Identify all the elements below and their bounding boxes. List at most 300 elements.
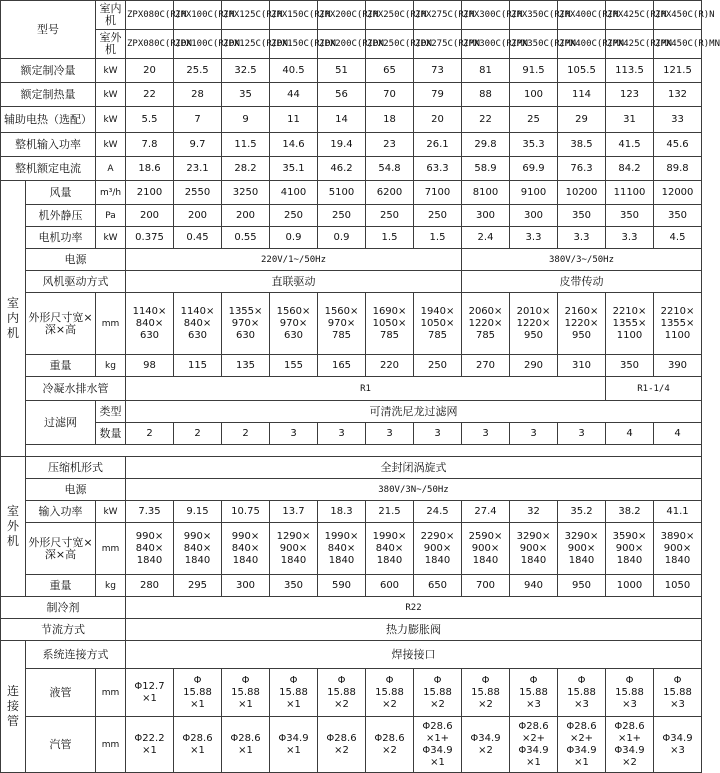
table-row <box>1 1 702 30</box>
cell-line: Φ28.6 <box>614 720 645 732</box>
spec-label: 制冷剂 <box>1 597 126 619</box>
cell-line: 630 <box>139 329 160 341</box>
cell-line: 2290× <box>420 530 455 542</box>
value-cell <box>558 717 606 773</box>
cell-line: 840× <box>183 542 212 554</box>
value-cell <box>174 523 222 575</box>
unit-cell: kW <box>96 83 126 107</box>
value-cell: 3 <box>510 423 558 445</box>
table-row <box>1 479 702 501</box>
value-cell: 21.5 <box>366 501 414 523</box>
spec-label: 汽管 <box>26 717 96 773</box>
value-cell <box>366 523 414 575</box>
cell-line: ×1 <box>190 698 205 710</box>
spec-table-body <box>1 1 720 773</box>
value-cell: 3 <box>270 423 318 445</box>
cell-line: 3290× <box>564 530 599 542</box>
cell-line: ×1 <box>286 744 301 756</box>
merged-value: 380V/3~/50Hz <box>462 249 702 271</box>
cell-line: 2010× <box>516 305 551 317</box>
cell-line: 2160× <box>564 305 599 317</box>
cell-line: 15.88 <box>375 686 404 698</box>
value-cell: ZPX275C(R)N <box>414 1 462 30</box>
value-cell: 155 <box>270 355 318 377</box>
value-cell <box>174 669 222 717</box>
value-cell: 350 <box>558 205 606 227</box>
value-cell <box>318 669 366 717</box>
cell-line: 3590× <box>612 530 647 542</box>
cell-line: 1355× <box>612 317 647 329</box>
value-cell: ZPX200C(R)DN <box>318 30 366 59</box>
merged-value: R1 <box>126 377 606 401</box>
value-cell <box>222 523 270 575</box>
value-cell: 91.5 <box>510 59 558 83</box>
spec-label: 系统连接方式 <box>26 641 126 669</box>
value-cell: 3 <box>318 423 366 445</box>
value-cell: 0.55 <box>222 227 270 249</box>
spec-label: 节流方式 <box>1 619 126 641</box>
value-cell <box>558 523 606 575</box>
value-cell <box>174 717 222 773</box>
value-cell <box>126 669 174 717</box>
value-cell: 14.6 <box>270 133 318 157</box>
value-cell: 220 <box>366 355 414 377</box>
table-row <box>1 355 702 377</box>
value-cell: 10200 <box>558 181 606 205</box>
cell-line: 970× <box>279 317 308 329</box>
value-cell: 270 <box>462 355 510 377</box>
value-cell: 44 <box>270 83 318 107</box>
indoor-group-label <box>1 181 26 457</box>
value-cell: 32 <box>510 501 558 523</box>
value-cell: 41.5 <box>606 133 654 157</box>
cell-line: 1840 <box>280 554 307 566</box>
value-cell: 41.1 <box>654 501 702 523</box>
value-cell: 0.9 <box>318 227 366 249</box>
table-row <box>1 401 702 423</box>
cell-line: 3890× <box>660 530 695 542</box>
value-cell: 290 <box>510 355 558 377</box>
spec-label: 电机功率 <box>26 227 96 249</box>
value-cell: 22 <box>462 107 510 133</box>
cell-line: 1220× <box>516 317 551 329</box>
value-cell: ZPX125C(R)DN <box>222 30 270 59</box>
value-cell: 51 <box>318 59 366 83</box>
value-cell: 26.1 <box>414 133 462 157</box>
cell-line: ×1 <box>142 692 157 704</box>
value-cell: 165 <box>318 355 366 377</box>
value-cell <box>174 293 222 355</box>
value-cell: 4 <box>654 423 702 445</box>
cell-line: 室内机 <box>6 296 19 340</box>
value-cell: 350 <box>606 355 654 377</box>
table-row <box>1 227 702 249</box>
value-cell: ZPX400C(R)N <box>558 1 606 30</box>
value-cell: 35.1 <box>270 157 318 181</box>
value-cell: 7100 <box>414 181 462 205</box>
value-cell <box>414 717 462 773</box>
value-cell: 20 <box>414 107 462 133</box>
value-cell: 2 <box>126 423 174 445</box>
cell-line: Φ22.2 <box>134 732 165 744</box>
value-cell: 600 <box>366 575 414 597</box>
spec-label: 电源 <box>26 479 126 501</box>
cell-line: ×2 <box>334 744 349 756</box>
value-cell: 25.5 <box>174 59 222 83</box>
model-header: 型号 <box>1 1 96 59</box>
cell-line: ×1 <box>238 698 253 710</box>
value-cell: ZPX100C(R)N <box>174 1 222 30</box>
value-cell: 4100 <box>270 181 318 205</box>
spec-label: 整机输入功率 <box>1 133 96 157</box>
cell-line: 630 <box>187 329 208 341</box>
value-cell: 35.3 <box>510 133 558 157</box>
table-row <box>1 445 702 457</box>
table-row <box>1 133 702 157</box>
spec-label: 外形尺寸宽×深×高 <box>26 523 96 575</box>
table-row <box>1 83 702 107</box>
spec-label: 额定制热量 <box>1 83 96 107</box>
value-cell: 14 <box>318 107 366 133</box>
cell-line: ×2 <box>382 698 397 710</box>
value-cell <box>318 523 366 575</box>
cell-line: 1050× <box>372 317 407 329</box>
cell-line: 970× <box>231 317 260 329</box>
cell-line: ×3 <box>526 698 541 710</box>
cell-line: Φ28.6 <box>182 732 213 744</box>
value-cell: 28 <box>174 83 222 107</box>
spec-label: 风机驱动方式 <box>26 271 126 293</box>
cell-line: 15.88 <box>471 686 500 698</box>
value-cell: 11.5 <box>222 133 270 157</box>
value-cell <box>414 669 462 717</box>
value-cell: 35 <box>222 83 270 107</box>
value-cell <box>318 717 366 773</box>
spec-label: 电源 <box>26 249 126 271</box>
cell-line: Φ <box>385 674 394 686</box>
value-cell: 9.7 <box>174 133 222 157</box>
value-cell: 2550 <box>174 181 222 205</box>
table-row <box>1 181 702 205</box>
value-cell <box>126 523 174 575</box>
value-cell <box>558 293 606 355</box>
value-cell: ZPX350C(R)MN <box>510 30 558 59</box>
cell-line: 1940× <box>420 305 455 317</box>
value-cell: ZPX425C(R)N <box>606 1 654 30</box>
value-cell <box>318 293 366 355</box>
cell-line: 1840 <box>136 554 163 566</box>
value-cell: 19.4 <box>318 133 366 157</box>
value-cell: 115 <box>174 355 222 377</box>
value-cell: 2 <box>222 423 270 445</box>
value-cell: ZPX150C(R)DN <box>270 30 318 59</box>
value-cell <box>366 293 414 355</box>
cell-line: 15.88 <box>183 686 212 698</box>
value-cell <box>222 293 270 355</box>
value-cell <box>510 523 558 575</box>
table-row <box>1 523 702 575</box>
cell-line: Φ <box>289 674 298 686</box>
cell-line: 1840 <box>232 554 259 566</box>
value-cell: ZPX125C(R)N <box>222 1 270 30</box>
cell-line: 970× <box>327 317 356 329</box>
unit-cell: mm <box>96 293 126 355</box>
value-cell: ZPX400C(R)MN <box>558 30 606 59</box>
cell-line: 1840 <box>424 554 451 566</box>
value-cell: 3 <box>462 423 510 445</box>
cell-line: Φ28.6 <box>518 720 549 732</box>
spec-label: 风量 <box>26 181 96 205</box>
value-cell: 18.3 <box>318 501 366 523</box>
cell-line: 900× <box>615 542 644 554</box>
cell-line: 840× <box>327 542 356 554</box>
cell-line: 1840 <box>328 554 355 566</box>
merged-value: 全封闭涡旋式 <box>126 457 702 479</box>
value-cell: 56 <box>318 83 366 107</box>
spec-label: 过滤网 <box>26 401 96 445</box>
cell-line: 1840 <box>184 554 211 566</box>
table-row <box>1 293 702 355</box>
value-cell: 27.4 <box>462 501 510 523</box>
value-cell: ZPX300C(R)MN <box>462 30 510 59</box>
value-cell: 89.8 <box>654 157 702 181</box>
value-cell: 4.5 <box>654 227 702 249</box>
value-cell: 18 <box>366 107 414 133</box>
value-cell: ZPX300C(R)N <box>462 1 510 30</box>
value-cell: 2 <box>174 423 222 445</box>
value-cell: 300 <box>510 205 558 227</box>
cell-line: 630 <box>283 329 304 341</box>
value-cell: 8100 <box>462 181 510 205</box>
value-cell: 63.3 <box>414 157 462 181</box>
cell-line: 1100 <box>664 329 691 341</box>
value-cell <box>222 669 270 717</box>
value-cell: 135 <box>222 355 270 377</box>
value-cell: 54.8 <box>366 157 414 181</box>
cell-line: Φ34.9 <box>566 744 597 756</box>
value-cell: 12000 <box>654 181 702 205</box>
value-cell: 33 <box>654 107 702 133</box>
cell-line: 1290× <box>276 530 311 542</box>
value-cell: 0.45 <box>174 227 222 249</box>
value-cell: 7 <box>174 107 222 133</box>
cell-line: 900× <box>663 542 692 554</box>
spec-label: 重量 <box>26 355 96 377</box>
cell-line: Φ34.9 <box>278 732 309 744</box>
cell-line: 840× <box>183 317 212 329</box>
cell-line: 630 <box>235 329 256 341</box>
table-row <box>1 457 702 479</box>
value-cell: 23 <box>366 133 414 157</box>
value-cell: 98 <box>126 355 174 377</box>
value-cell: 28.2 <box>222 157 270 181</box>
cell-line: ×2+ <box>521 732 546 744</box>
value-cell: 9 <box>222 107 270 133</box>
cell-line: ×1+ <box>425 732 450 744</box>
cell-line: 950 <box>523 329 544 341</box>
outdoor-group-label <box>1 457 26 597</box>
cell-line: 1140× <box>180 305 215 317</box>
value-cell <box>606 293 654 355</box>
cell-line: 1990× <box>372 530 407 542</box>
cell-line: Φ <box>337 674 346 686</box>
unit-cell: kW <box>96 133 126 157</box>
cell-line: ×2 <box>430 698 445 710</box>
value-cell: 200 <box>174 205 222 227</box>
spec-sublabel: 类型 <box>96 401 126 423</box>
cell-line: 1560× <box>324 305 359 317</box>
cell-line: 1220× <box>468 317 503 329</box>
spec-label: 输入功率 <box>26 501 96 523</box>
value-cell: 35.2 <box>558 501 606 523</box>
cell-line: 840× <box>375 542 404 554</box>
cell-line: Φ <box>193 674 202 686</box>
value-cell: 250 <box>366 205 414 227</box>
value-cell <box>462 717 510 773</box>
value-cell <box>270 523 318 575</box>
cell-line: ×1+ <box>617 732 642 744</box>
cell-line: Φ34.9 <box>614 744 645 756</box>
value-cell: 295 <box>174 575 222 597</box>
cell-line: 840× <box>135 542 164 554</box>
cell-line: 900× <box>279 542 308 554</box>
value-cell <box>222 717 270 773</box>
cell-line: Φ28.6 <box>566 720 597 732</box>
value-cell: 46.2 <box>318 157 366 181</box>
value-cell: 300 <box>462 205 510 227</box>
value-cell: 310 <box>558 355 606 377</box>
cell-line: ×2 <box>382 744 397 756</box>
cell-line: ×3 <box>622 698 637 710</box>
cell-line: 15.88 <box>663 686 692 698</box>
cell-line: 15.88 <box>615 686 644 698</box>
cell-line: Φ28.6 <box>374 732 405 744</box>
value-cell: 9.15 <box>174 501 222 523</box>
cell-line: 15.88 <box>519 686 548 698</box>
value-cell: ZPX200C(R)N <box>318 1 366 30</box>
cell-line: 1990× <box>324 530 359 542</box>
cell-line: ×1 <box>286 698 301 710</box>
cell-line: 990× <box>183 530 212 542</box>
value-cell: 76.3 <box>558 157 606 181</box>
cell-line: 840× <box>135 317 164 329</box>
value-cell: 29 <box>558 107 606 133</box>
table-row <box>1 619 702 641</box>
merged-value: 焊接接口 <box>126 641 702 669</box>
cell-line: 2210× <box>612 305 647 317</box>
value-cell: 23.1 <box>174 157 222 181</box>
value-cell <box>654 293 702 355</box>
merged-value: 380V/3N~/50Hz <box>126 479 702 501</box>
value-cell: 65 <box>366 59 414 83</box>
value-cell: 31 <box>606 107 654 133</box>
cell-line: Φ12.7 <box>134 680 165 692</box>
spec-label: 外形尺寸宽×深×高 <box>26 293 96 355</box>
value-cell: ZPX080C(R)N <box>126 1 174 30</box>
table-row <box>1 597 702 619</box>
unit-cell: mm <box>96 717 126 773</box>
cell-line: 785 <box>475 329 496 341</box>
value-cell: 300 <box>222 575 270 597</box>
table-row <box>1 501 702 523</box>
table-row <box>1 271 702 293</box>
merged-value: 220V/1~/50Hz <box>126 249 462 271</box>
value-cell: ZPX450C(R)N <box>654 1 702 30</box>
cell-line: ×2+ <box>569 732 594 744</box>
value-cell: 590 <box>318 575 366 597</box>
value-cell <box>270 717 318 773</box>
value-cell: 113.5 <box>606 59 654 83</box>
value-cell: 390 <box>654 355 702 377</box>
cell-line: ×1 <box>190 744 205 756</box>
value-cell: 6200 <box>366 181 414 205</box>
value-cell: 700 <box>462 575 510 597</box>
value-cell: 3 <box>558 423 606 445</box>
value-cell: 250 <box>414 205 462 227</box>
unit-cell: m³/h <box>96 181 126 205</box>
value-cell: 3.3 <box>558 227 606 249</box>
value-cell: 121.5 <box>654 59 702 83</box>
value-cell: 280 <box>126 575 174 597</box>
unit-cell: mm <box>96 523 126 575</box>
cell-line: 990× <box>231 530 260 542</box>
value-cell: 2100 <box>126 181 174 205</box>
cell-line: 1050× <box>420 317 455 329</box>
value-cell <box>654 523 702 575</box>
value-cell <box>366 717 414 773</box>
value-cell: 22 <box>126 83 174 107</box>
table-row <box>1 157 702 181</box>
cell-line: 785 <box>427 329 448 341</box>
value-cell: 79 <box>414 83 462 107</box>
value-cell: 105.5 <box>558 59 606 83</box>
cell-line: 950 <box>571 329 592 341</box>
value-cell <box>126 293 174 355</box>
cell-line: 900× <box>423 542 452 554</box>
cell-line: Φ <box>433 674 442 686</box>
merged-value: R22 <box>126 597 702 619</box>
value-cell: 81 <box>462 59 510 83</box>
value-cell: 3.3 <box>606 227 654 249</box>
value-cell: 32.5 <box>222 59 270 83</box>
value-cell: 1.5 <box>414 227 462 249</box>
value-cell <box>606 669 654 717</box>
value-cell: ZPX100C(R)DN <box>174 30 222 59</box>
value-cell: 100 <box>510 83 558 107</box>
cell-line: ×1 <box>574 756 589 768</box>
cell-line: 900× <box>567 542 596 554</box>
value-cell: 250 <box>318 205 366 227</box>
value-cell <box>606 523 654 575</box>
cell-line: ×2 <box>622 756 637 768</box>
table-row <box>1 669 702 717</box>
unit-cell: kg <box>96 575 126 597</box>
value-cell <box>126 717 174 773</box>
cell-line: 15.88 <box>423 686 452 698</box>
cell-line: 2590× <box>468 530 503 542</box>
cell-line: 15.88 <box>231 686 260 698</box>
value-cell: 0.375 <box>126 227 174 249</box>
value-cell: 0.9 <box>270 227 318 249</box>
cell-line: 1690× <box>372 305 407 317</box>
cell-line: 1355× <box>660 317 695 329</box>
value-cell: 5.5 <box>126 107 174 133</box>
table-row <box>1 641 702 669</box>
cell-line: 990× <box>135 530 164 542</box>
cell-line: 785 <box>331 329 352 341</box>
merged-value: 热力膨胀阀 <box>126 619 702 641</box>
value-cell: 40.5 <box>270 59 318 83</box>
